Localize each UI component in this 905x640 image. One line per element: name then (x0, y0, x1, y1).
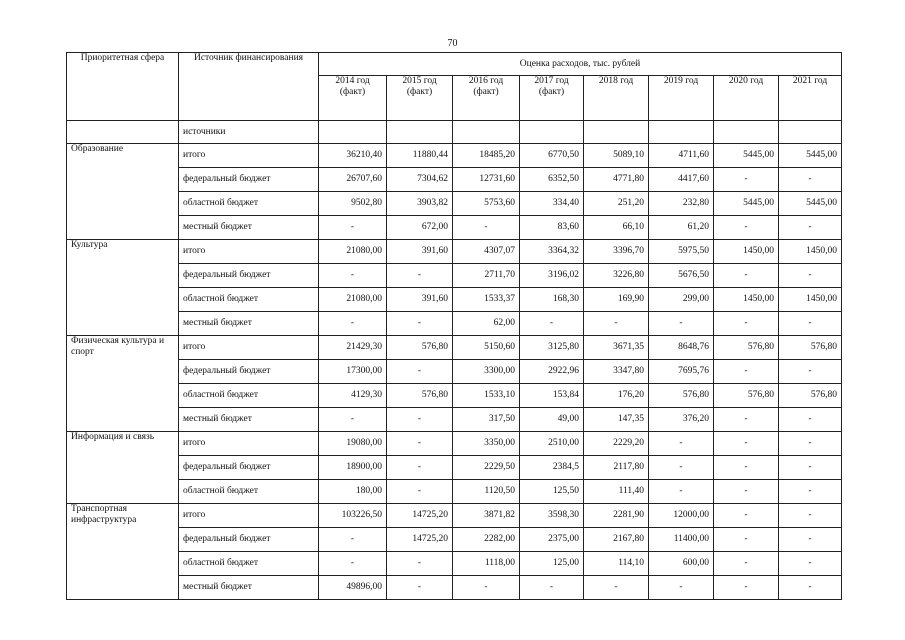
sphere-cell: Образование (67, 144, 179, 240)
value-cell: 180,00 (319, 480, 387, 504)
value-cell: 5089,10 (584, 144, 649, 168)
source-cell: итого (179, 504, 319, 528)
value-cell: - (714, 264, 779, 288)
value-cell: - (520, 576, 584, 600)
value-cell: 376,20 (649, 408, 714, 432)
source-cell: местный бюджет (179, 408, 319, 432)
value-cell: 1450,00 (779, 240, 842, 264)
value-cell: 125,50 (520, 480, 584, 504)
value-cell: - (714, 432, 779, 456)
value-cell: 36210,40 (319, 144, 387, 168)
value-cell: 18485,20 (453, 144, 520, 168)
empty-cell (584, 121, 649, 144)
empty-cell (714, 121, 779, 144)
value-cell: 4417,60 (649, 168, 714, 192)
table-row (67, 168, 842, 192)
value-cell: 391,60 (387, 288, 453, 312)
value-cell: 3196,02 (520, 264, 584, 288)
source-cell: федеральный бюджет (179, 264, 319, 288)
value-cell: 5445,00 (714, 144, 779, 168)
value-cell: - (779, 360, 842, 384)
value-cell: - (714, 480, 779, 504)
value-cell: 576,80 (387, 384, 453, 408)
value-cell: 14725,20 (387, 504, 453, 528)
value-cell: - (584, 312, 649, 336)
value-cell: 2117,80 (584, 456, 649, 480)
year-label: 2014 год (335, 76, 370, 86)
empty-cell (779, 121, 842, 144)
value-cell: 1533,10 (453, 384, 520, 408)
value-cell: 6770,50 (520, 144, 584, 168)
value-cell: - (453, 216, 520, 240)
value-cell: 391,60 (387, 240, 453, 264)
value-cell: 12731,60 (453, 168, 520, 192)
value-cell: - (714, 312, 779, 336)
source-cell: федеральный бюджет (179, 528, 319, 552)
value-cell: 317,50 (453, 408, 520, 432)
value-cell: 576,80 (387, 336, 453, 360)
table-row (67, 144, 842, 168)
table-row (67, 408, 842, 432)
value-cell: 5753,60 (453, 192, 520, 216)
value-cell: 3364,32 (520, 240, 584, 264)
value-cell: 11400,00 (649, 528, 714, 552)
value-cell: 14725,20 (387, 528, 453, 552)
value-cell: 12000,00 (649, 504, 714, 528)
value-cell: - (779, 216, 842, 240)
value-cell: 2510,00 (520, 432, 584, 456)
sphere-cell: Культура (67, 240, 179, 336)
table-row (67, 432, 842, 456)
source-cell: итого (179, 144, 319, 168)
value-cell: 2375,00 (520, 528, 584, 552)
value-cell: 299,00 (649, 288, 714, 312)
value-cell: 1533,37 (453, 288, 520, 312)
value-cell: 103226,50 (319, 504, 387, 528)
value-cell: 169,90 (584, 288, 649, 312)
value-cell: 2711,70 (453, 264, 520, 288)
value-cell: 8648,76 (649, 336, 714, 360)
value-cell: 49896,00 (319, 576, 387, 600)
source-cell: итого (179, 336, 319, 360)
header-year (584, 76, 649, 121)
year-label: 2021 год (792, 76, 828, 86)
value-cell: - (387, 480, 453, 504)
value-cell: - (319, 528, 387, 552)
value-cell: 21080,00 (319, 240, 387, 264)
value-cell: 2229,50 (453, 456, 520, 480)
value-cell: 576,80 (779, 384, 842, 408)
value-cell: - (319, 264, 387, 288)
value-cell: - (779, 312, 842, 336)
value-cell: - (779, 504, 842, 528)
year-note: (факт) (473, 87, 499, 97)
value-cell: 672,00 (387, 216, 453, 240)
year-label: 2018 год (598, 76, 634, 86)
sphere-cell: Информация и связь (67, 432, 179, 504)
value-cell: - (779, 480, 842, 504)
value-cell: 2922,96 (520, 360, 584, 384)
year-label: 2020 год (728, 76, 764, 86)
value-cell: 19080,00 (319, 432, 387, 456)
year-note: (факт) (406, 87, 433, 97)
value-cell: - (387, 552, 453, 576)
value-cell: - (779, 528, 842, 552)
header-estimate: Оценка расходов, тыс. рублей (319, 53, 842, 76)
empty-cell (387, 121, 453, 144)
source-cell: областной бюджет (179, 552, 319, 576)
source-cell: областной бюджет (179, 480, 319, 504)
value-cell: 18900,00 (319, 456, 387, 480)
value-cell: 83,60 (520, 216, 584, 240)
header-year (387, 76, 453, 121)
source-cell: итого (179, 432, 319, 456)
source-cell: местный бюджет (179, 216, 319, 240)
header-year (649, 76, 714, 121)
value-cell: 4771,80 (584, 168, 649, 192)
value-cell: - (779, 168, 842, 192)
value-cell: 3125,80 (520, 336, 584, 360)
value-cell: 1450,00 (714, 240, 779, 264)
value-cell: 168,30 (520, 288, 584, 312)
value-cell: - (714, 528, 779, 552)
value-cell: - (779, 432, 842, 456)
header-year (714, 76, 779, 121)
value-cell: 17300,00 (319, 360, 387, 384)
table-row (67, 216, 842, 240)
source-cell: федеральный бюджет (179, 168, 319, 192)
value-cell: 232,80 (649, 192, 714, 216)
value-cell: 114,10 (584, 552, 649, 576)
header-year (319, 76, 387, 121)
value-cell: 7304,62 (387, 168, 453, 192)
table-row (67, 240, 842, 264)
value-cell: - (387, 312, 453, 336)
value-cell: 7695,76 (649, 360, 714, 384)
value-cell: 66,10 (584, 216, 649, 240)
value-cell: - (649, 480, 714, 504)
empty-cell (319, 121, 387, 144)
value-cell: - (779, 552, 842, 576)
value-cell: 4307,07 (453, 240, 520, 264)
value-cell: - (649, 576, 714, 600)
value-cell: - (649, 456, 714, 480)
value-cell: - (714, 504, 779, 528)
value-cell: 21429,30 (319, 336, 387, 360)
table-row (67, 336, 842, 360)
value-cell: 576,80 (649, 384, 714, 408)
value-cell: 4711,60 (649, 144, 714, 168)
value-cell: - (387, 432, 453, 456)
value-cell: - (779, 576, 842, 600)
value-cell: 5975,50 (649, 240, 714, 264)
value-cell: 5676,50 (649, 264, 714, 288)
value-cell: 3300,00 (453, 360, 520, 384)
value-cell: - (714, 552, 779, 576)
value-cell: 600,00 (649, 552, 714, 576)
value-cell: 2167,80 (584, 528, 649, 552)
value-cell: 3226,80 (584, 264, 649, 288)
value-cell: 6352,50 (520, 168, 584, 192)
value-cell: 576,80 (714, 336, 779, 360)
value-cell: 153,84 (520, 384, 584, 408)
value-cell: - (649, 312, 714, 336)
value-cell: 334,40 (520, 192, 584, 216)
value-cell: - (387, 576, 453, 600)
value-cell: 176,20 (584, 384, 649, 408)
value-cell: - (387, 360, 453, 384)
value-cell: - (387, 264, 453, 288)
source-cell: местный бюджет (179, 312, 319, 336)
sphere-cell: Физическая культура и спорт (67, 336, 179, 432)
value-cell: - (779, 264, 842, 288)
empty-cell (453, 121, 520, 144)
value-cell: 3871,82 (453, 504, 520, 528)
empty-cell (67, 121, 179, 144)
value-cell: - (714, 576, 779, 600)
value-cell: - (319, 216, 387, 240)
table-row (67, 480, 842, 504)
value-cell: 1120,50 (453, 480, 520, 504)
value-cell: - (584, 576, 649, 600)
empty-cell (649, 121, 714, 144)
value-cell: - (779, 408, 842, 432)
value-cell: 9502,80 (319, 192, 387, 216)
source-cell: областной бюджет (179, 192, 319, 216)
value-cell: - (779, 456, 842, 480)
source-cell: итого (179, 240, 319, 264)
value-cell: 4129,30 (319, 384, 387, 408)
value-cell: 111,40 (584, 480, 649, 504)
header-source: Источник финансирования (179, 53, 319, 121)
value-cell: 1450,00 (714, 288, 779, 312)
value-cell: 147,35 (584, 408, 649, 432)
value-cell: 2229,20 (584, 432, 649, 456)
header-year (779, 76, 842, 121)
value-cell: - (319, 408, 387, 432)
year-note: (факт) (339, 87, 366, 97)
source-cell: областной бюджет (179, 384, 319, 408)
value-cell: 5445,00 (779, 192, 842, 216)
table-row (67, 384, 842, 408)
value-cell: 576,80 (714, 384, 779, 408)
value-cell: 2384,5 (520, 456, 584, 480)
value-cell: - (319, 552, 387, 576)
value-cell: 21080,00 (319, 288, 387, 312)
table-row (67, 360, 842, 384)
value-cell: 61,20 (649, 216, 714, 240)
table-row (67, 288, 842, 312)
table-row (67, 312, 842, 336)
sources-label: источники (179, 121, 319, 144)
table-row (67, 576, 842, 600)
value-cell: 2281,90 (584, 504, 649, 528)
source-cell: федеральный бюджет (179, 360, 319, 384)
source-cell: местный бюджет (179, 576, 319, 600)
value-cell: 3903,82 (387, 192, 453, 216)
value-cell: 5445,00 (779, 144, 842, 168)
year-label: 2017 год (534, 76, 569, 86)
value-cell: 62,00 (453, 312, 520, 336)
value-cell: - (319, 312, 387, 336)
table-row (67, 456, 842, 480)
value-cell: 2282,00 (453, 528, 520, 552)
value-cell: 1118,00 (453, 552, 520, 576)
value-cell: - (714, 408, 779, 432)
table-row (67, 552, 842, 576)
value-cell: - (520, 312, 584, 336)
value-cell: 49,00 (520, 408, 584, 432)
table-row (67, 264, 842, 288)
value-cell: 3350,00 (453, 432, 520, 456)
sphere-cell: Транспортная инфраструктура (67, 504, 179, 600)
value-cell: 26707,60 (319, 168, 387, 192)
value-cell: 5150,60 (453, 336, 520, 360)
header-year (453, 76, 520, 121)
value-cell: 125,00 (520, 552, 584, 576)
table-row (67, 528, 842, 552)
value-cell: 11880,44 (387, 144, 453, 168)
table-row (67, 504, 842, 528)
year-note: (факт) (538, 87, 565, 97)
value-cell: 3671,35 (584, 336, 649, 360)
value-cell: - (453, 576, 520, 600)
source-cell: федеральный бюджет (179, 456, 319, 480)
value-cell: - (649, 432, 714, 456)
header-sphere: Приоритетная сфера (67, 53, 179, 121)
value-cell: 5445,00 (714, 192, 779, 216)
value-cell: - (387, 408, 453, 432)
value-cell: 576,80 (779, 336, 842, 360)
budget-table (66, 52, 842, 600)
page-number: 70 (447, 38, 458, 49)
value-cell: 3598,30 (520, 504, 584, 528)
value-cell: 1450,00 (779, 288, 842, 312)
value-cell: 251,20 (584, 192, 649, 216)
value-cell: - (714, 456, 779, 480)
value-cell: - (714, 216, 779, 240)
value-cell: - (714, 168, 779, 192)
year-label: 2015 год (402, 76, 437, 86)
empty-cell (520, 121, 584, 144)
value-cell: - (387, 456, 453, 480)
year-label: 2019 год (663, 76, 699, 86)
value-cell: 3396,70 (584, 240, 649, 264)
header-year (520, 76, 584, 121)
source-cell: областной бюджет (179, 288, 319, 312)
table-row (67, 192, 842, 216)
value-cell: 3347,80 (584, 360, 649, 384)
value-cell: - (714, 360, 779, 384)
year-label: 2016 год (468, 76, 504, 86)
